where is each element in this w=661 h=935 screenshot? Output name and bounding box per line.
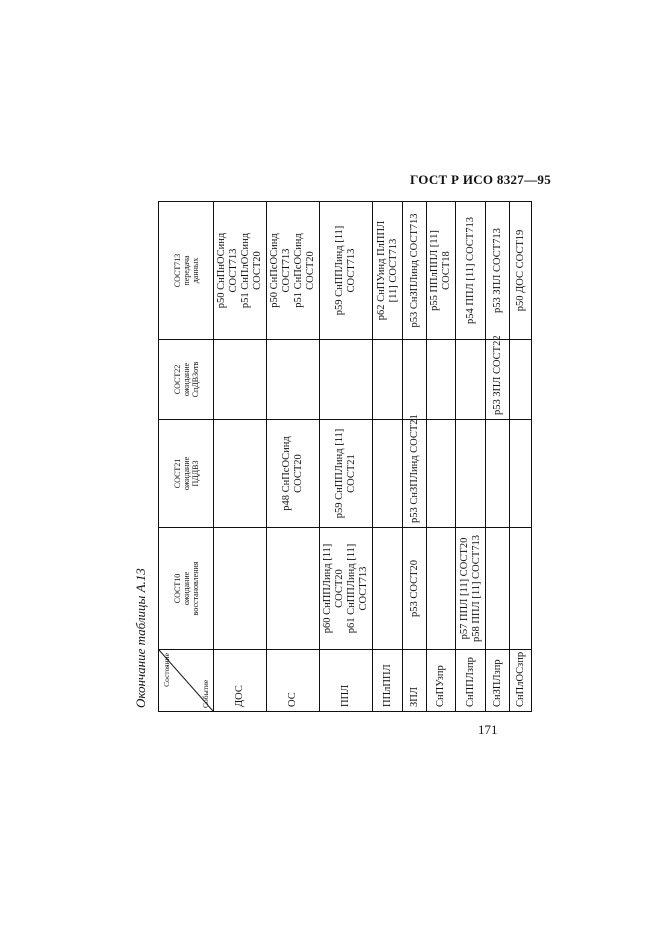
transition-line: р60 СнППЛинд [11] — [322, 543, 333, 634]
table-row — [456, 202, 486, 712]
transition-cell — [267, 420, 320, 528]
page-number: 171 — [478, 722, 498, 737]
transition-line: р53 ЗПЛ СОСТ22 — [491, 335, 503, 415]
table-row — [510, 202, 532, 712]
transition-line: СОСТ21 — [346, 454, 357, 493]
transition-cell — [510, 420, 532, 528]
rotated-table-block — [130, 202, 526, 712]
transition-cell — [456, 420, 486, 528]
transition-cell — [456, 528, 486, 650]
column-header: СОСТ21 ожидание ПДДВЗ — [159, 420, 214, 528]
table-body — [214, 202, 532, 712]
table-row — [486, 202, 510, 712]
transition-cell — [403, 202, 427, 340]
transition-line: р50 СнПсОСинд — [269, 233, 280, 308]
transition-line: р51 СнПсОСинд — [293, 233, 304, 308]
transition-cell — [486, 202, 510, 340]
transition-cell — [320, 420, 373, 528]
transition-line: СОСТ713 — [281, 248, 292, 293]
column-header: СОСТ713 передача данных — [159, 202, 214, 340]
transition-line: р57 ППЛ [11] СОСТ20 — [458, 537, 470, 640]
table-row — [427, 202, 456, 712]
column-header: СОСТ22 ожидание СпДВЗотв — [159, 340, 214, 420]
transition-line: р53 ЗПЛ СОСТ713 — [491, 228, 503, 313]
transition-line: СОСТ20 — [305, 251, 316, 290]
transition-cell — [427, 340, 456, 420]
transition-line: р59 СнППЛинд [11] — [334, 428, 345, 519]
transition-line: р50 ДОС СОСТ19 — [514, 229, 526, 312]
transition-line: [11] СОСТ713 — [387, 238, 399, 303]
transition-line: р50 СнПнОСинд — [216, 232, 227, 309]
transition-line: СОСТ713 — [358, 566, 369, 611]
transition-line: р58 ППЛ [11] СОСТ713 — [470, 535, 482, 642]
transition-cell — [267, 528, 320, 650]
transition-cell — [456, 202, 486, 340]
transition-cell — [373, 340, 403, 420]
column-header: СОСТ10 ожидание восстановления — [159, 528, 214, 650]
transition-line: р51 СнПлОСинд — [240, 232, 251, 309]
transition-cell — [373, 528, 403, 650]
transition-line: СОСТ20 — [334, 569, 345, 608]
table-row — [403, 202, 427, 712]
event-cell: СнПлОСзпр — [510, 650, 532, 712]
transition-cell — [214, 202, 267, 340]
transition-cell — [267, 202, 320, 340]
transition-line: р48 СнПсОСинд — [281, 436, 292, 511]
event-cell: ППЛ — [320, 650, 373, 712]
transition-cell — [486, 528, 510, 650]
transition-cell — [403, 414, 427, 528]
corner-state-label: Состояние — [162, 653, 171, 687]
event-cell: ОС — [267, 650, 320, 712]
transition-cell — [214, 420, 267, 528]
transition-cell — [427, 202, 456, 340]
event-cell: ППлППЛ — [373, 650, 403, 712]
transition-line: р62 СнПУинд ПлППЛ — [375, 220, 387, 321]
transition-line: р59 СнППЛинд [11] — [334, 225, 345, 316]
transition-cell — [427, 528, 456, 650]
transition-line: р54 ППЛ [11] СОСТ713 — [464, 217, 476, 324]
transition-line: СОСТ18 — [441, 251, 452, 290]
table-row — [214, 202, 267, 712]
document-header: ГОСТ Р ИСО 8327—95 — [410, 172, 551, 187]
transition-line: СОСТ713 — [346, 248, 357, 293]
event-cell: ДОС — [214, 650, 267, 712]
state-event-table — [158, 201, 532, 712]
transition-line: р53 СнЗПЛинд СОСТ713 — [408, 213, 420, 328]
transition-cell — [427, 420, 456, 528]
transition-line: СОСТ20 — [252, 251, 263, 290]
event-cell: СнППЛзпр — [456, 650, 486, 712]
transition-line: р55 ППлППЛ [11] — [429, 230, 440, 311]
table-row — [373, 202, 403, 712]
transition-cell — [403, 340, 427, 420]
transition-cell — [320, 202, 373, 340]
table-caption: Окончание таблицы А.13 — [133, 568, 148, 708]
transition-cell — [510, 202, 532, 340]
transition-cell — [510, 528, 532, 650]
table-row — [267, 202, 320, 712]
transition-cell — [373, 420, 403, 528]
table-header-row — [159, 202, 214, 712]
transition-cell — [373, 202, 403, 340]
transition-cell — [486, 335, 510, 420]
corner-header-cell — [159, 650, 214, 712]
transition-line: СОСТ20 — [293, 454, 304, 493]
transition-cell — [320, 340, 373, 420]
transition-cell — [403, 528, 427, 650]
corner-event-label: Событие — [201, 679, 210, 708]
transition-line: р53 СнЗПЛинд СОСТ21 — [408, 414, 420, 523]
event-cell: СнПУзпр — [427, 650, 456, 712]
table-row — [320, 202, 373, 712]
transition-line: р61 СнППЛинд [11] — [346, 543, 357, 634]
transition-cell — [267, 340, 320, 420]
transition-cell — [486, 420, 510, 528]
transition-cell — [214, 340, 267, 420]
transition-cell — [510, 340, 532, 420]
transition-line: р53 СОСТ20 — [408, 560, 420, 618]
transition-cell — [456, 340, 486, 420]
event-cell: ЗПЛ — [403, 650, 427, 712]
transition-cell — [214, 528, 267, 650]
transition-cell — [320, 528, 373, 650]
event-cell: СнЗПЛзпр — [486, 650, 510, 712]
transition-line: СОСТ713 — [228, 248, 239, 293]
